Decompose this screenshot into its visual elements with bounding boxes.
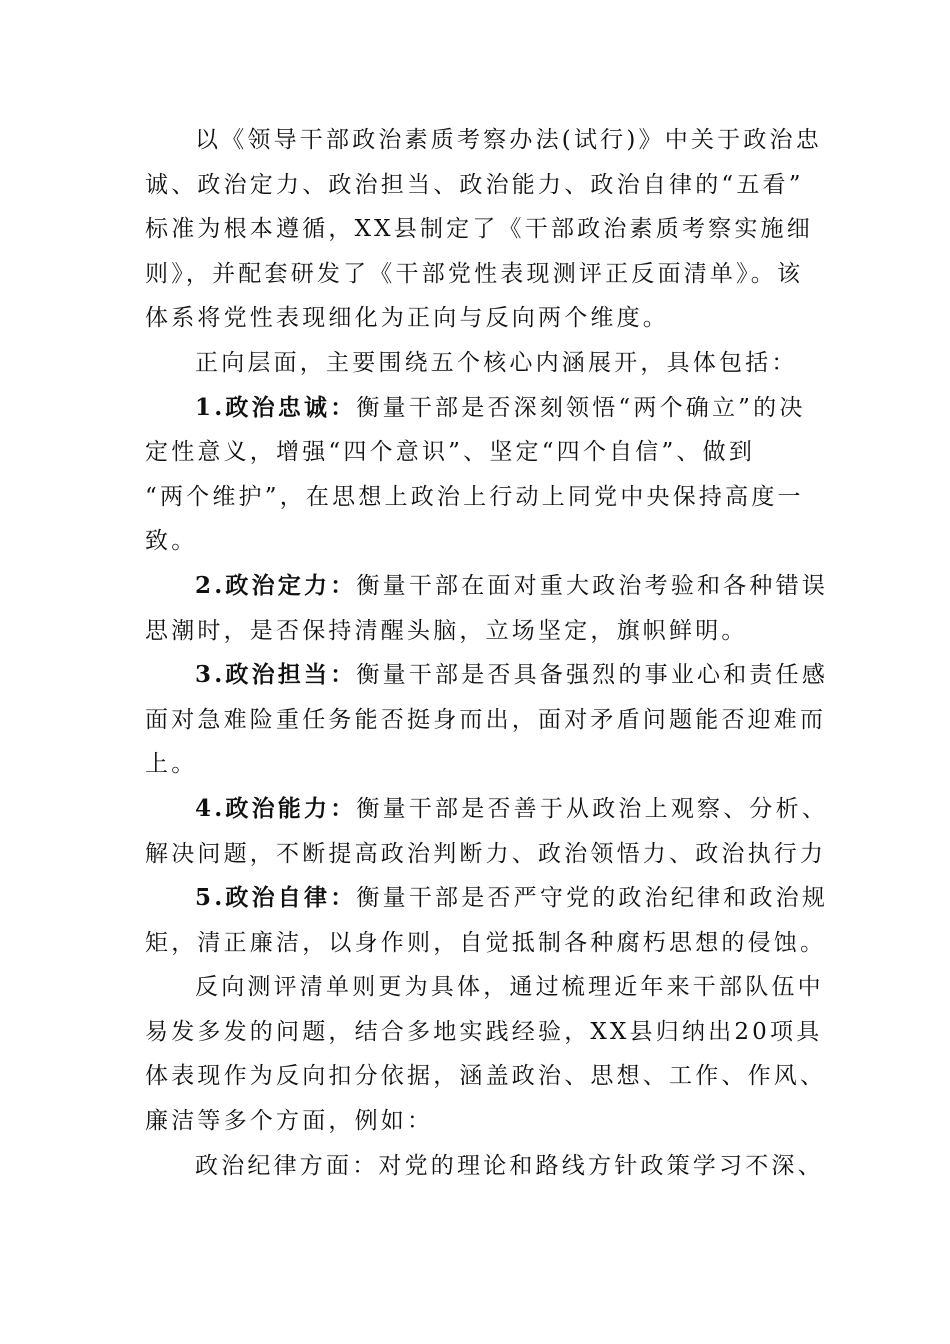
text-line: 廉洁等多个方面，例如：	[145, 1108, 434, 1135]
text-line: 则》，并配套研发了《干部党性表现测评正反面清单》。该	[145, 260, 804, 287]
paragraph-intro	[145, 118, 822, 341]
text-line: 思潮时，是否保持清醒头脑，立场坚定，旗帜鲜明。	[145, 617, 748, 644]
item-heading: 2.政治定力：	[195, 571, 357, 599]
text-line: 面对急难险重任务能否挺身而出，面对矛盾问题能否迎难而	[145, 706, 827, 733]
text-line	[145, 564, 829, 609]
text-line	[145, 386, 810, 431]
item-text: 衡量干部是否善于从政治上观察、分析、	[356, 795, 829, 822]
text-line: 解决问题，不断提高政治判断力、政治领悟力、政治执行力	[145, 840, 827, 867]
text-line: 定性意义，增强“四个意识”、坚定“四个自信”、做到	[145, 439, 756, 466]
item-heading: 4.政治能力：	[195, 794, 357, 822]
text-line: 易发多发的问题，结合多地实践经验，XX县归纳出20项具	[145, 1018, 823, 1045]
text-line	[145, 787, 829, 832]
text-line: 反向测评清单则更为具体，通过梳理近年来干部队伍中	[195, 974, 824, 1001]
item-text: 衡量干部是否具备强烈的事业心和责任感	[356, 662, 829, 689]
list-item-political-responsibility	[145, 653, 829, 787]
list-item-political-self-discipline	[145, 876, 829, 965]
list-item-political-ability	[145, 787, 829, 876]
text-line: 上。	[145, 751, 198, 778]
text-line	[145, 653, 829, 698]
list-item-political-loyalty	[145, 386, 810, 564]
item-text: 衡量干部在面对重大政治考验和各种错误	[356, 572, 829, 599]
text-line: 标准为根本遵循，XX县制定了《干部政治素质考察实施细	[145, 216, 813, 243]
item-heading: 1.政治忠诚：	[195, 393, 357, 421]
item-heading: 3.政治担当：	[195, 661, 357, 689]
text-line: 政治纪律方面：对党的理论和路线方针政策学习不深、	[195, 1152, 824, 1179]
item-heading: 5.政治自律：	[195, 884, 357, 912]
paragraph-negative-intro	[145, 965, 827, 1143]
item-text: 衡量干部是否严守党的政治纪律和政治规	[356, 885, 829, 912]
text-line: 体表现作为反向扣分依据，涵盖政治、思想、工作、作风、	[145, 1063, 827, 1090]
paragraph-positive-intro	[145, 341, 810, 386]
text-line: “两个维护”，在思想上政治上行动上同党中央保持高度一	[145, 483, 804, 510]
document-page	[145, 118, 829, 1188]
text-line: 矩，清正廉洁，以身作则，自觉抵制各种腐朽思想的侵蚀。	[145, 929, 827, 956]
item-text: 衡量干部是否深刻领悟“两个确立”的决	[356, 394, 806, 421]
text-line	[145, 876, 829, 921]
text-line: 正向层面，主要围绕五个核心内涵展开，具体包括：	[195, 349, 798, 376]
paragraph-political-discipline	[145, 1144, 824, 1189]
text-line: 体系将党性表现细化为正向与反向两个维度。	[145, 305, 669, 332]
text-line: 以《领导干部政治素质考察办法(试行)》中关于政治忠	[195, 127, 822, 153]
text-line: 诚、政治定力、政治担当、政治能力、政治自律的“五看”	[145, 171, 804, 198]
text-line: 致。	[145, 528, 198, 555]
list-item-political-steadiness	[145, 564, 829, 653]
